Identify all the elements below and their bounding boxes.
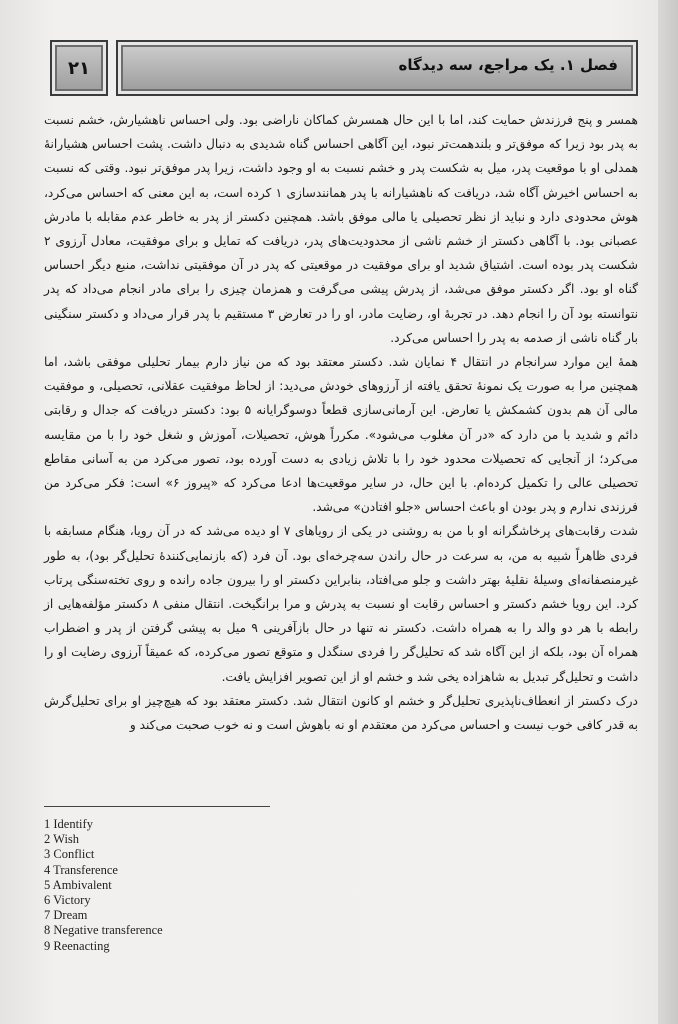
paragraph: درک دکستر از انعطاف‌ناپذیری تحلیل‌گر و خشم او کانون انتقال شد. دکستر معتقد بود که هیچ‌چیز او برای تحلیل‌گرش به قدر کافی خوب نیست و احساس می‌کرد من معتقدم او نه باهوش است و نه خوب صحبت می‌کند و: [44, 693, 638, 733]
paragraph: همهٔ این موارد سرانجام در انتقال ۴ نمایان شد. دکستر معتقد بود که من نیاز دارم بیمار تحلیلی موفقی باشد، اما همچنین مرا به صورت یک نمونهٔ تحقق یافته از آرزوهای خودش می‌دید: از لحاظ موفقیت عقلانی، تحصیلی، و موفقیت مالی آن هم بدون کشمکش یا تعارض. این آرمانی‌سازی قطعاً دوسوگرایانه ۵ بود: دکستر دریافت که جدال و رقابتی دائم و شدید با من دارد که «در آن مغلوب می‌شود». مکرراً هوش، تحصیلات، آموزش و شغل خود را با من مقایسه می‌کرد؛ از آنجایی که تحصیلات محدود خود را با تلاش زیادی به دست آورده بود، تصور می‌کرد من به آسانی مقاطع تحصیلی عالی را تکمیل کرده‌ام. با این حال، در سایر موقعیت‌ها ادعا می‌کرد که «پیروز ۶» است: فکر می‌کرد من فرزندی ندارم و پدر بودن او باعث احساس «جلو افتادن» می‌شد.: [44, 355, 638, 515]
chapter-title: فصل ۱. یک مراجع، سه دیدگاه: [398, 56, 618, 74]
chapter-title-box: [116, 40, 638, 96]
page-spine-shadow: [658, 0, 678, 1024]
footnote: 1 Identify: [44, 817, 93, 831]
footnote: 5 Ambivalent: [44, 877, 112, 892]
running-header: [50, 40, 638, 98]
footnote: 2 Wish: [44, 832, 80, 847]
footnote-divider: [44, 806, 270, 807]
footnote: 8 Negative transference: [44, 923, 163, 938]
footnote: 6 Victory: [44, 893, 91, 908]
footnote: 9 Reenacting: [44, 938, 110, 953]
footnote: 4 Transference: [44, 862, 118, 877]
paragraph: شدت رقابت‌های پرخاشگرانه او با من به روشنی در یکی از رویاهای ۷ او دیده می‌شد که در آن رویا، هنگام مسابقه با فردی ظاهراً شبیه به من، به سرعت در حال راندن سه‌چرخه‌ای بود. آن فرد (که بازنمایی‌کنندهٔ تحلیل‌گر بود)، به طور غیرمنصفانه‌ای وسیلهٔ نقلیهٔ بهتر داشت و جلو می‌افتاد، بنابراین دکستر او را بیرون جاده رانده و روی تخته‌سنگی پرتاب کرد. این رویا خشم دکستر و احساس رقابت او نسبت به پدرش و مرا برانگیخت. انتقال منفی ۸ دکستر مؤلفه‌هایی از رابطه با هر دو والد را به همراه داشت. دکستر نه تنها در حال بازآفرینی ۹ میل به پیشی گرفتن از پدر و اضطراب همراه آن بود، بلکه از این آگاه شد که تحلیل‌گر را فردی سنگدل و متوقع تصور می‌کرده، که عمیقاً آرزوی رضایت او را داشت و تحلیل‌گر تبدیل به شاهزاده یخی شد و خشم او از این تصویر افزایش یافت.: [44, 524, 639, 684]
paragraph: همسر و پنج فرزندش حمایت کند، اما با این حال همسرش کماکان ناراضی بود. ولی احساس ناهشیارش، خشم نسبت به پدر بود زیرا که موفق‌تر و بلندهمت‌تر نبود، این آگاهی احساس گناه شدیدی به دنبال داشت. پشت احساس هشیارانهٔ همدلی او با موقعیت پدر، میل به شکست پدر و خشم نسبت به او وجود داشت، زیرا پدر موفق‌تر نبود. وقتی که نسبت به احساس اخیرش آگاه شد، دریافت که ناهشیارانه با پدر همانندسازی ۱ کرده است، به این معنی که احساس می‌کرد، هوش محدودی دارد و نباید از نظر تحصیلی یا مالی موفق باشد. همچنین دکستر از پدر به خاطر عدم مقابله با مادرش عصبانی بود. با آگاهی دکستر از خشم ناشی از محدودیت‌های پدر، دریافت که تمایل و برای موفقیت، معادل آرزوی ۲ شکست پدر بوده است. اشتیاق شدید او برای موفقیت در موقعیتی که پدر در آن موفقیتی نداشت، منبع دیگر احساس گناه او بود. اگر دکستر موفق می‌شد، از پدرش پیشی می‌گرفت و همزمان چیزی را برای مادر انجام می‌داد که پدر نتوانسته بود آن را انجام دهد. در تجربهٔ او، رضایت مادر، او را در تعارض ۳ مستقیم با پدر قرار می‌داد و دکستر سنگینی بار گناه ناشی از صدمه به پدر را احساس می‌کرد.: [44, 113, 639, 345]
page-number: ۲۱: [68, 57, 90, 79]
footnote: 7 Dream: [44, 908, 88, 923]
footnote: 3 Conflict: [44, 847, 95, 862]
page-number-box: [50, 40, 108, 96]
footnotes: [44, 817, 344, 954]
main-text: [44, 108, 638, 737]
